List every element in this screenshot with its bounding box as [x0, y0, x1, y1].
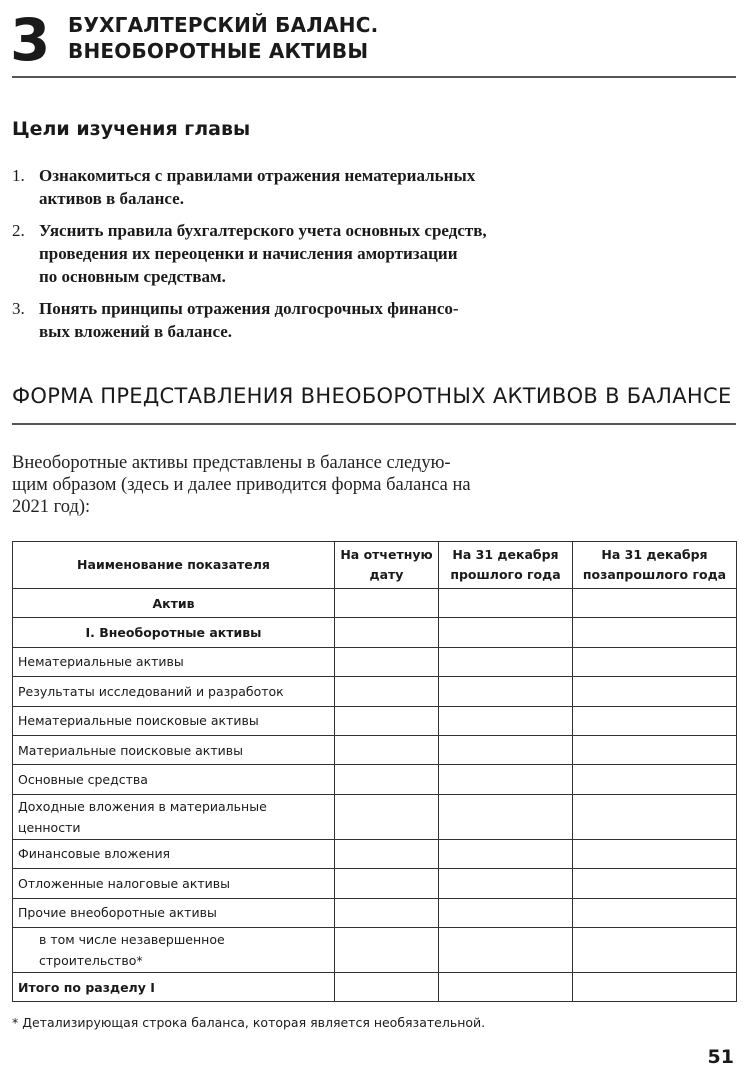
section-heading: ФОРМА ПРЕДСТАВЛЕНИЯ ВНЕОБОРОТНЫХ АКТИВОВ В БАЛАНСЕ [12, 384, 732, 408]
goal-item [12, 297, 547, 343]
table-header-row [13, 542, 737, 589]
table-row [13, 794, 737, 839]
row-label: Отложенные налоговые активы [13, 869, 335, 898]
table-cell [573, 839, 737, 868]
balance-table [12, 541, 737, 1002]
table-cell [335, 794, 439, 839]
goal-text [39, 164, 475, 210]
chapter-title-line: ВНЕОБОРОТНЫЕ АКТИВЫ [68, 39, 369, 63]
goal-number: 2. [12, 221, 25, 240]
table-cell [335, 869, 439, 898]
chapter-number: 3 [10, 6, 49, 74]
row-label-assets: Актив [13, 589, 335, 618]
table-row [13, 706, 737, 735]
table-cell [335, 927, 439, 972]
table-cell [335, 898, 439, 927]
table-cell [439, 869, 573, 898]
table-cell [439, 618, 573, 647]
intro-line: щим образом (здесь и далее приводится форма баланса на [12, 475, 471, 495]
table-row [13, 677, 737, 706]
footnote: * Детализирующая строка баланса, которая является необязательной. [12, 1015, 486, 1030]
column-header-reporting-date: На отчетную дату [335, 542, 439, 589]
table-cell [439, 839, 573, 868]
table-row [13, 869, 737, 898]
row-label: Результаты исследований и разработок [13, 677, 335, 706]
row-label: Нематериальные активы [13, 647, 335, 676]
table-cell [573, 618, 737, 647]
table-row [13, 898, 737, 927]
table-cell [573, 927, 737, 972]
goal-text [39, 219, 487, 288]
table-cell [573, 647, 737, 676]
table-cell [335, 765, 439, 794]
column-header-indicator: Наименование показателя [13, 542, 335, 589]
table-row [13, 765, 737, 794]
table-cell [335, 589, 439, 618]
row-label-subitem: в том числе незавершенное строительство* [13, 927, 335, 972]
table-cell [573, 677, 737, 706]
row-label-section: I. Внеоборотные активы [13, 618, 335, 647]
table-cell [573, 735, 737, 764]
goal-text-line: активов в балансе. [39, 189, 184, 208]
column-header-prev-year: На 31 декабря прошлого года [439, 542, 573, 589]
table-cell [573, 898, 737, 927]
intro-line: 2021 год): [12, 497, 91, 517]
table-cell [573, 794, 737, 839]
table-cell [439, 927, 573, 972]
table-cell [335, 972, 439, 1001]
chapter-title [68, 12, 378, 64]
table-cell [573, 765, 737, 794]
column-header-year-before-prev: На 31 декабря позапрошлого года [573, 542, 737, 589]
goal-item [12, 164, 547, 210]
row-label: Основные средства [13, 765, 335, 794]
table-cell [573, 869, 737, 898]
table-row [13, 927, 737, 972]
goal-number: 3. [12, 299, 25, 318]
table-cell [335, 735, 439, 764]
table-row [13, 589, 737, 618]
table-cell [335, 677, 439, 706]
section-divider [12, 423, 736, 425]
table-cell [335, 706, 439, 735]
table-cell [439, 794, 573, 839]
intro-paragraph [12, 452, 572, 518]
row-label: Прочие внеоборотные активы [13, 898, 335, 927]
intro-line: Внеоборотные активы представлены в балансе следую- [12, 453, 451, 473]
table-cell [439, 647, 573, 676]
goals-heading: Цели изучения главы [12, 118, 251, 140]
goal-item [12, 219, 547, 288]
goal-text-line: Понять принципы отражения долгосрочных финансо- [39, 299, 459, 318]
table-row [13, 647, 737, 676]
table-cell [573, 972, 737, 1001]
table-cell [439, 677, 573, 706]
table-cell [439, 706, 573, 735]
goal-text-line: Уяснить правила бухгалтерского учета основных средств, [39, 221, 487, 240]
table-cell [335, 618, 439, 647]
row-label: Нематериальные поисковые активы [13, 706, 335, 735]
goal-text-line: проведения их переоценки и начисления амортизации [39, 244, 458, 263]
row-label: Материальные поисковые активы [13, 735, 335, 764]
goal-text-line: по основным средствам. [39, 267, 226, 286]
table-cell [335, 839, 439, 868]
table-row [13, 972, 737, 1001]
table-row [13, 839, 737, 868]
table-cell [573, 589, 737, 618]
table-cell [439, 589, 573, 618]
table-row [13, 735, 737, 764]
table-cell [439, 972, 573, 1001]
table-row [13, 618, 737, 647]
goals-list [12, 164, 547, 352]
table-cell [439, 735, 573, 764]
table-cell [573, 706, 737, 735]
row-label: Финансовые вложения [13, 839, 335, 868]
goal-text-line: Ознакомиться с правилами отражения нематериальных [39, 166, 476, 185]
goal-text-line: вых вложений в балансе. [39, 322, 233, 341]
goal-number: 1. [12, 166, 25, 185]
goal-text [39, 297, 459, 343]
table-cell [439, 898, 573, 927]
row-label-total: Итого по разделу I [13, 972, 335, 1001]
table-cell [335, 647, 439, 676]
chapter-title-line: БУХГАЛТЕРСКИЙ БАЛАНС. [68, 13, 379, 37]
header-divider [12, 76, 736, 78]
table-cell [439, 765, 573, 794]
row-label: Доходные вложения в материальные ценности [13, 794, 335, 839]
page-number: 51 [707, 1046, 734, 1068]
